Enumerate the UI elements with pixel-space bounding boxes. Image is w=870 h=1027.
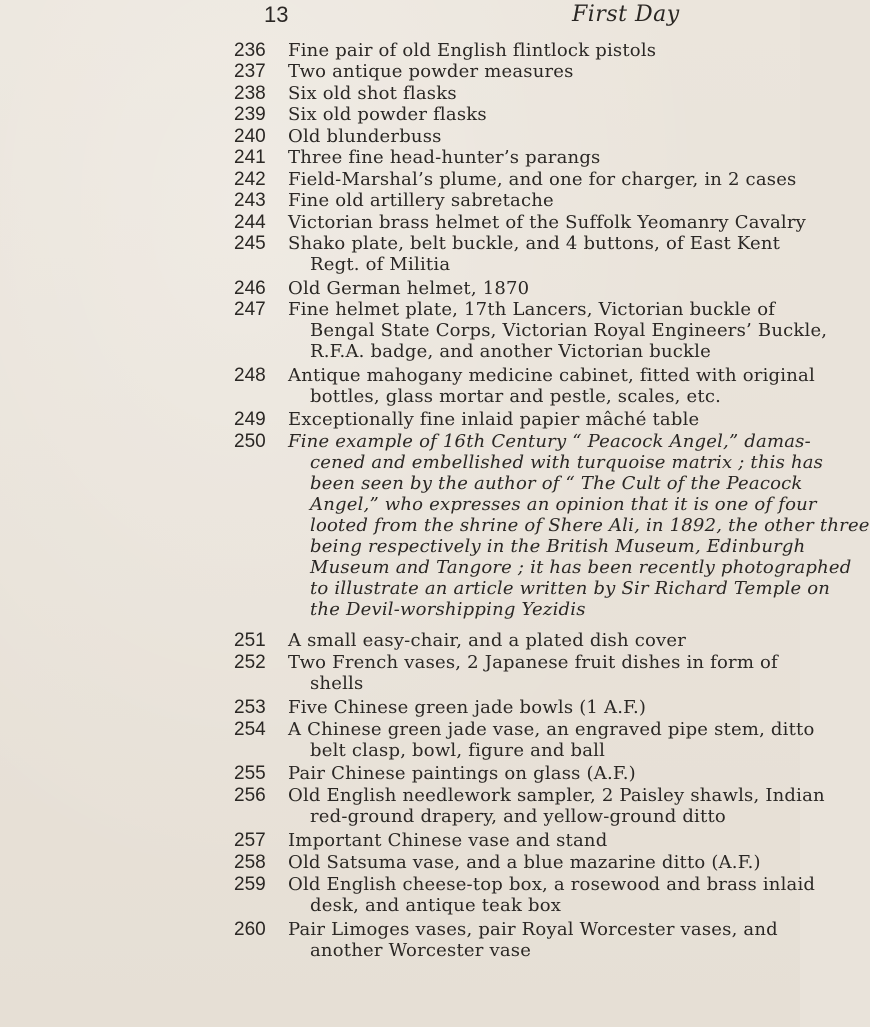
description-line: Old English needlework sampler, 2 Paisley shawls, Indian [288, 785, 825, 806]
lot-description [288, 785, 825, 827]
description-line: Pair Limoges vases, pair Royal Worcester vases, and [288, 919, 778, 940]
lot-number: 257 [234, 830, 266, 851]
description-line: Two French vases, 2 Japanese fruit dishes in form of [288, 652, 778, 673]
lot-description [288, 919, 782, 961]
lot-number: 242 [234, 169, 266, 190]
description-line: Fine example of 16th Century “ Peacock Angel,” damas- [288, 431, 811, 452]
description-line: Three fine head-hunter’s parangs [288, 147, 601, 168]
description-line: shells [310, 673, 364, 694]
lot-number: 245 [234, 233, 266, 254]
description-line: Field-Marshal’s plume, and one for charger, in 2 cases [288, 169, 797, 190]
lot-number: 247 [234, 299, 266, 320]
lot-number: 248 [234, 365, 266, 386]
lot-number: 251 [234, 630, 266, 651]
description-line: Bengal State Corps, Victorian Royal Engineers’ Buckle, [310, 320, 828, 341]
description-line: Shako plate, belt buckle, and 4 buttons, of East Kent [288, 233, 781, 254]
lot-description [288, 763, 782, 784]
description-line: A Chinese green jade vase, an engraved pipe stem, ditto [288, 719, 815, 740]
description-line: to illustrate an article written by Sir Richard Temple on [310, 578, 831, 599]
description-line: cened and embellished with turquoise matrix ; this has [310, 452, 824, 473]
description-line: Old blunderbuss [288, 126, 442, 147]
description-line: Regt. of Militia [310, 254, 451, 275]
lot-description [288, 652, 782, 694]
page-number: 13 [264, 2, 289, 27]
lot-number: 237 [234, 61, 266, 82]
lot-description [288, 431, 870, 620]
lot-description [288, 719, 815, 761]
description-line: the Devil-worshipping Yezidis [310, 599, 586, 620]
lot-number: 258 [234, 852, 266, 873]
lot-description [288, 104, 782, 125]
description-line: Exceptionally fine inlaid papier mâché table [288, 409, 700, 430]
lot-number: 241 [234, 147, 266, 168]
lot-description [288, 147, 782, 168]
lot-description [288, 697, 782, 718]
description-line: Fine pair of old English flintlock pistols [288, 40, 657, 61]
lot-description [288, 212, 807, 233]
description-line: Old Satsuma vase, and a blue mazarine ditto (A.F.) [288, 852, 761, 873]
description-line: red-ground drapery, and yellow-ground ditto [310, 806, 726, 827]
lot-number: 259 [234, 874, 266, 895]
lot-number: 253 [234, 697, 266, 718]
lot-description [288, 190, 782, 211]
lot-number: 240 [234, 126, 266, 147]
lot-description [288, 61, 782, 82]
lot-description [288, 299, 828, 362]
description-line: Two antique powder measures [288, 61, 574, 82]
lot-number: 243 [234, 190, 266, 211]
description-line: Six old shot flasks [288, 83, 457, 104]
description-line: Old German helmet, 1870 [288, 278, 530, 299]
lot-description [288, 169, 797, 190]
lot-number: 236 [234, 40, 266, 61]
description-line: being respectively in the British Museum, Edinburgh [310, 536, 806, 557]
lot-number: 246 [234, 278, 266, 299]
lot-description [288, 126, 782, 147]
description-line: Five Chinese green jade bowls (1 A.F.) [288, 697, 647, 718]
description-line: been seen by the author of “ The Cult of the Peacock [310, 473, 803, 494]
description-line: Victorian brass helmet of the Suffolk Yeomanry Cavalry [288, 212, 807, 233]
description-line: looted from the shrine of Shere Ali, in 1892, the other three [310, 515, 870, 536]
lot-number: 255 [234, 763, 266, 784]
description-line: Six old powder flasks [288, 104, 487, 125]
lot-number: 260 [234, 919, 266, 940]
lot-description [288, 630, 782, 651]
page-header [264, 2, 774, 32]
lot-number: 250 [234, 431, 266, 452]
lot-number: 238 [234, 83, 266, 104]
lot-description [288, 874, 816, 916]
lot-number: 239 [234, 104, 266, 125]
description-line: R.F.A. badge, and another Victorian buckle [310, 341, 711, 362]
description-line: bottles, glass mortar and pestle, scales, etc. [310, 386, 722, 407]
description-line: A small easy-chair, and a plated dish cover [288, 630, 687, 651]
description-line: Important Chinese vase and stand [288, 830, 608, 851]
lot-description [288, 365, 815, 407]
lot-description [288, 852, 782, 873]
description-line: Old English cheese-top box, a rosewood and brass inlaid [288, 874, 816, 895]
lot-description [288, 409, 782, 430]
lot-description [288, 233, 782, 275]
description-line: Antique mahogany medicine cabinet, fitted with original [288, 365, 815, 386]
description-line: Museum and Tangore ; it has been recently photographed [310, 557, 852, 578]
description-line: another Worcester vase [310, 940, 532, 961]
lot-description [288, 83, 782, 104]
lot-number: 256 [234, 785, 266, 806]
lot-description [288, 40, 782, 61]
page-title: First Day [572, 2, 680, 27]
lot-description [288, 278, 782, 299]
description-line: Pair Chinese paintings on glass (A.F.) [288, 763, 636, 784]
lot-description [288, 830, 782, 851]
description-line: Fine helmet plate, 17th Lancers, Victorian buckle of [288, 299, 776, 320]
lot-number: 252 [234, 652, 266, 673]
description-line: belt clasp, bowl, figure and ball [310, 740, 606, 761]
description-line: desk, and antique teak box [310, 895, 562, 916]
lot-number: 254 [234, 719, 266, 740]
description-line: Fine old artillery sabretache [288, 190, 554, 211]
lot-number: 249 [234, 409, 266, 430]
description-line: Angel,” who expresses an opinion that it is one of four [310, 494, 817, 515]
lot-number: 244 [234, 212, 266, 233]
